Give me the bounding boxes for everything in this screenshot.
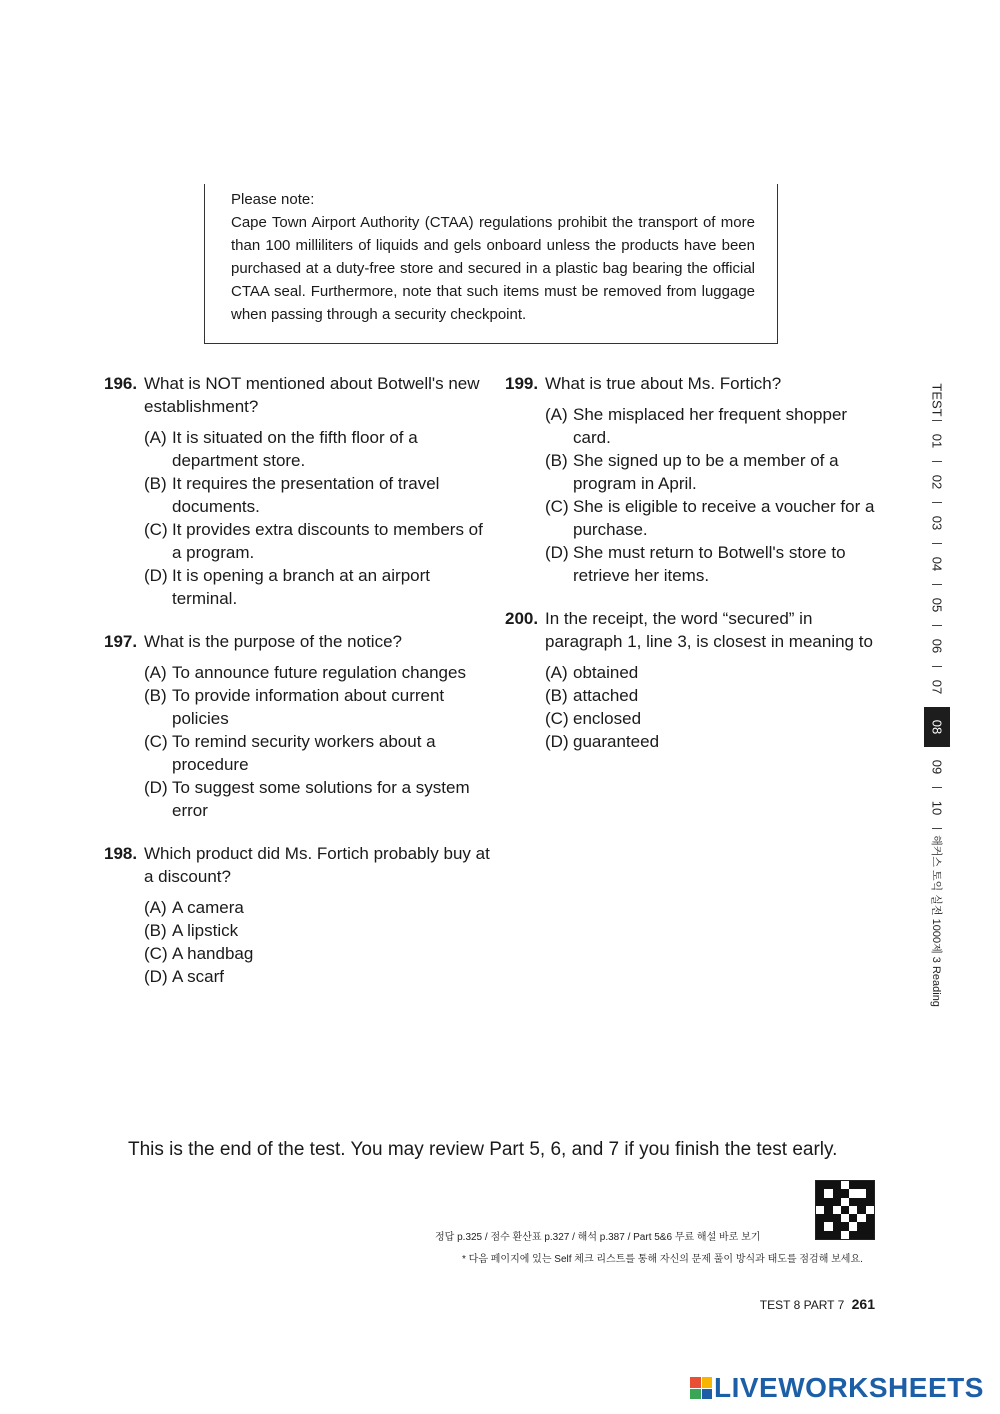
notice-box xyxy=(204,184,778,344)
tab-text: 04 xyxy=(929,556,945,572)
page-number: 261 xyxy=(851,1296,875,1312)
questions-left-column xyxy=(104,372,494,1008)
end-of-test-message: This is the end of the test. You may review Part 5, 6, and 7 if you finish the test early. xyxy=(128,1139,838,1160)
option-letter: (C) xyxy=(545,497,569,516)
option-d[interactable] xyxy=(144,564,494,610)
qr-code-icon[interactable] xyxy=(815,1180,875,1240)
option-letter: (D) xyxy=(144,778,168,797)
question-text: What is the purpose of the notice? xyxy=(144,632,402,651)
option-letter: (C) xyxy=(144,732,168,751)
tab-text: 03 xyxy=(929,515,945,531)
option-text: It is opening a branch at an airport terminal. xyxy=(172,566,430,608)
option-text: A handbag xyxy=(172,944,254,963)
brand-text: LIVEWORKSHEETS xyxy=(714,1372,984,1403)
option-text: attached xyxy=(573,686,639,705)
option-d[interactable] xyxy=(144,965,494,988)
option-text: She signed up to be a member of a program in April. xyxy=(573,451,839,493)
tab-test-10[interactable] xyxy=(924,788,950,828)
liveworksheets-logo-icon xyxy=(690,1377,712,1399)
option-letter: (B) xyxy=(144,921,167,940)
option-d[interactable] xyxy=(545,541,885,587)
book-title xyxy=(924,835,950,1007)
option-letter: (C) xyxy=(545,709,569,728)
option-letter: (D) xyxy=(144,967,168,986)
question-200 xyxy=(505,607,885,753)
option-a[interactable] xyxy=(144,426,494,472)
option-b[interactable] xyxy=(144,684,494,730)
option-text: A scarf xyxy=(172,967,224,986)
liveworksheets-brand[interactable] xyxy=(690,1372,984,1404)
questions-right-column xyxy=(505,372,885,773)
option-text: She misplaced her frequent shopper card. xyxy=(573,405,848,447)
question-number: 198. xyxy=(104,844,138,863)
option-letter: (D) xyxy=(545,732,569,751)
option-letter: (B) xyxy=(545,686,568,705)
option-letter: (C) xyxy=(144,520,168,539)
option-c[interactable] xyxy=(144,730,494,776)
question-196 xyxy=(104,372,494,610)
question-199 xyxy=(505,372,885,587)
tab-text: 01 xyxy=(929,433,945,449)
question-number: 197. xyxy=(104,632,138,651)
option-letter: (A) xyxy=(144,663,167,682)
tab-test-03[interactable] xyxy=(924,503,950,543)
option-a[interactable] xyxy=(545,661,885,684)
option-a[interactable] xyxy=(545,403,885,449)
tab-test-09[interactable] xyxy=(924,747,950,787)
question-text: In the receipt, the word “secured” in paragraph 1, line 3, is closest in meaning to xyxy=(545,609,873,651)
tab-text: 08 xyxy=(929,719,945,735)
footer-part: PART 7 xyxy=(803,1298,845,1312)
option-c[interactable] xyxy=(545,707,885,730)
option-letter: (A) xyxy=(144,428,167,447)
tab-test-01[interactable] xyxy=(924,421,950,461)
option-letter: (D) xyxy=(144,566,168,585)
option-text: obtained xyxy=(573,663,639,682)
answer-reference-line: 정답 p.325 / 점수 환산표 p.327 / 해석 p.387 / Part 5&6 무료 해설 바로 보기 xyxy=(435,1232,761,1243)
option-letter: (B) xyxy=(144,474,167,493)
tab-test-08-active[interactable] xyxy=(924,707,950,747)
tab-label-text: TEST xyxy=(929,383,945,417)
tab-test-02[interactable] xyxy=(924,462,950,502)
option-text: A camera xyxy=(172,898,244,917)
test-index-tabs xyxy=(924,380,950,1007)
option-b[interactable] xyxy=(545,449,885,495)
selfcheck-note: * 다음 페이지에 있는 Self 체크 리스트를 통해 자신의 문제 풀이 방식과 태도를 점검해 보세요. xyxy=(462,1254,863,1265)
option-b[interactable] xyxy=(545,684,885,707)
notice-heading: Please note: xyxy=(231,191,315,208)
option-d[interactable] xyxy=(545,730,885,753)
option-text: To announce future regulation changes xyxy=(172,663,466,682)
tab-test-05[interactable] xyxy=(924,585,950,625)
tab-text: 09 xyxy=(929,759,945,775)
option-text: To provide information about current policies xyxy=(172,686,445,728)
question-number: 199. xyxy=(505,374,539,393)
option-text: It provides extra discounts to members of a program. xyxy=(172,520,483,562)
question-text: What is NOT mentioned about Botwell's new establishment? xyxy=(144,374,480,416)
tab-test-04[interactable] xyxy=(924,544,950,584)
question-text: What is true about Ms. Fortich? xyxy=(545,374,782,393)
tab-text: 05 xyxy=(929,597,945,613)
tab-test-07[interactable] xyxy=(924,667,950,707)
option-a[interactable] xyxy=(144,661,494,684)
tab-text: 06 xyxy=(929,638,945,654)
option-letter: (B) xyxy=(545,451,568,470)
option-c[interactable] xyxy=(144,942,494,965)
option-text: It is situated on the fifth floor of a department store. xyxy=(172,428,418,470)
option-text: To remind security workers about a procedure xyxy=(172,732,436,774)
option-text: She is eligible to receive a voucher for a purchase. xyxy=(573,497,875,539)
option-text: She must return to Botwell's store to retrieve her items. xyxy=(573,543,846,585)
option-letter: (B) xyxy=(144,686,167,705)
option-d[interactable] xyxy=(144,776,494,822)
option-text: guaranteed xyxy=(573,732,660,751)
option-letter: (D) xyxy=(545,543,569,562)
option-text: enclosed xyxy=(573,709,642,728)
option-letter: (A) xyxy=(545,405,568,424)
option-text: It requires the presentation of travel documents. xyxy=(172,474,440,516)
question-198 xyxy=(104,842,494,988)
option-text: A lipstick xyxy=(172,921,239,940)
tab-test-06[interactable] xyxy=(924,626,950,666)
option-letter: (A) xyxy=(545,663,568,682)
option-letter: (A) xyxy=(144,898,167,917)
tab-divider xyxy=(932,828,942,829)
page-footer xyxy=(760,1296,875,1312)
question-197 xyxy=(104,630,494,822)
question-text: Which product did Ms. Fortich probably buy at a discount? xyxy=(144,844,490,886)
option-b[interactable] xyxy=(144,472,494,518)
tab-text: 10 xyxy=(929,800,945,816)
option-letter: (C) xyxy=(144,944,168,963)
notice-body: Cape Town Airport Authority (CTAA) regulations prohibit the transport of more than 100 milliliters of liquids and gels onboard unless the products have been purchased at a duty-free store and secured in a plastic bag bearing the official CTAA seal. Furthermore, note that such items must be removed from luggage when passing through a security checkpoint. xyxy=(231,214,755,323)
question-number: 200. xyxy=(505,609,539,628)
option-b[interactable] xyxy=(144,919,494,942)
footer-test: TEST 8 xyxy=(759,1298,801,1312)
tab-label-test xyxy=(924,380,950,420)
option-a[interactable] xyxy=(144,896,494,919)
option-text: To suggest some solutions for a system error xyxy=(172,778,470,820)
tab-text: 07 xyxy=(929,679,945,695)
option-c[interactable] xyxy=(144,518,494,564)
book-title-text: 해커스 토익 실전 1000제 3 Reading xyxy=(930,835,942,1007)
tab-text: 02 xyxy=(929,474,945,490)
option-c[interactable] xyxy=(545,495,885,541)
question-number: 196. xyxy=(104,374,138,393)
